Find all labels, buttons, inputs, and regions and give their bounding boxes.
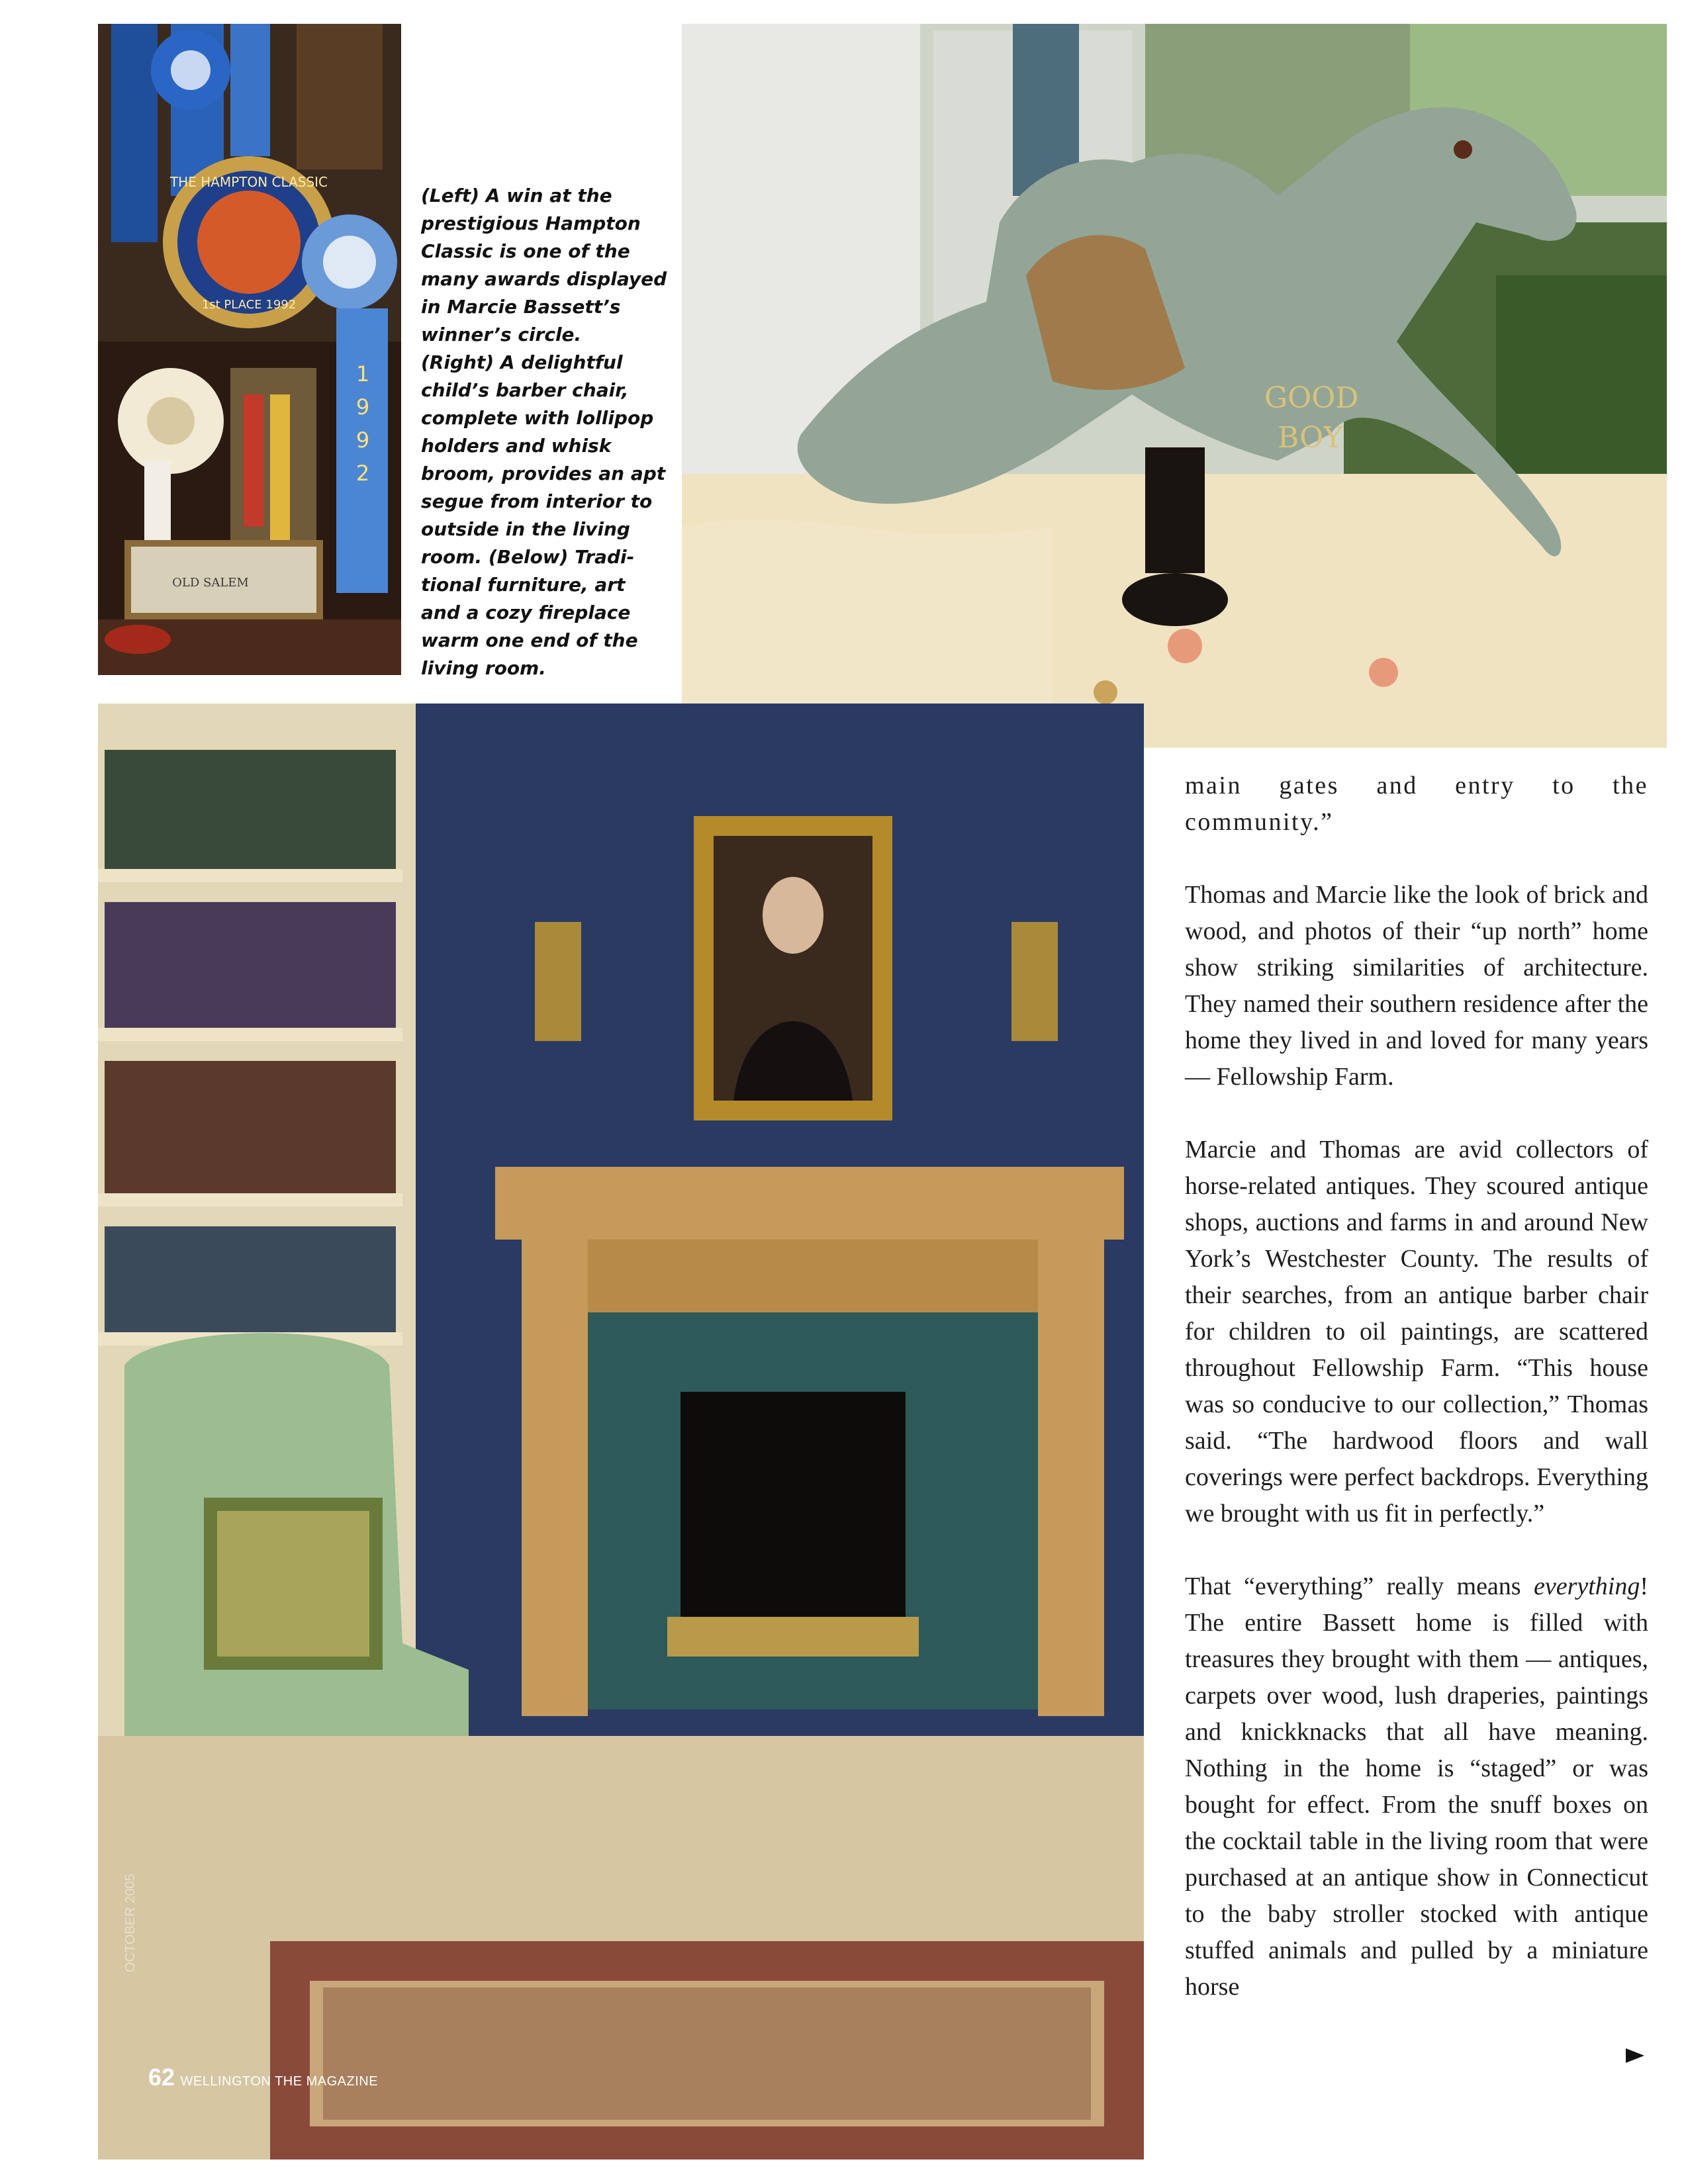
caption-line: in Marcie Bassett’s (421, 296, 621, 318)
ribbon-digit-2: 9 (355, 394, 370, 420)
plaque-text: OLD SALEM (172, 576, 249, 590)
caption-line: outside in the living (421, 518, 630, 540)
page-number: 62 (148, 2064, 175, 2091)
caption-line: holders and whisk (421, 435, 612, 457)
caption-line: Classic is one of the (421, 240, 630, 262)
article-text: ! The entire Bassett home is filled with treasures they brought with them — antiques, carpets over wood, lush draperies, paintings and knickknacks that all have meaning. Nothing in the home is “staged” or was bought for effect. From the snuff boxes on the cocktail table in the living room that were purchased at an antique show in Connecticut to the baby stroller stocked with antique stuffed animals and pulled by a miniature horse (1185, 1572, 1648, 2001)
caption-line: tional furniture, art (421, 574, 626, 596)
caption-line: room. (Below) Tradi- (421, 546, 635, 568)
article-paragraph: Marcie and Thomas are avid collectors of horse-related antiques. They scoured antique shops, auctions and farms in and around New York’s Westchester County. The results of their searches, from an antique barber chair for children to oil paintings, are scattered throughout Fellowship Farm. “This house was so conducive to our collection,” Thomas said. “The hardwood floors and wall coverings were perfect backdrops. Everything we brought with us fit in perfectly.” (1185, 1136, 1648, 1527)
article-paragraph: Thomas and Marcie like the look of brick and wood, and photos of their “up north” home show striking similarities of architecture. They named their southern residence after the home they lived in and loved for many years — Fellowship Farm. (1185, 881, 1648, 1091)
caption-line: and a cozy fireplace (421, 602, 631, 623)
ribbon-digit-3: 9 (355, 428, 370, 453)
caption-line: living room. (421, 657, 546, 679)
caption-line: prestigious Hampton (421, 212, 641, 234)
continued-arrow-icon (1626, 2048, 1644, 2063)
photo-caption (421, 182, 667, 682)
page-folio (148, 2064, 378, 2091)
ribbon-digit-4: 2 (355, 461, 370, 486)
awards-photo (98, 24, 401, 675)
seal-bottom-text: 1st PLACE 1992 (201, 298, 297, 312)
caption-line: segue from interior to (421, 490, 653, 512)
caption-line: warm one end of the (421, 629, 638, 651)
caption-line: (Right) A delightful (421, 351, 623, 373)
horse-saddle-text-2: BOY (1278, 421, 1343, 455)
caption-line: complete with lollipop (421, 407, 654, 429)
article-paragraph: main gates and entry to the community.” (1185, 772, 1648, 836)
article-text: That “everything” really means (1185, 1572, 1534, 1600)
article-body (1185, 768, 1648, 2042)
ribbon-digit-1: 1 (355, 361, 370, 387)
rocking-horse-photo (682, 24, 1667, 748)
caption-line: many awards displayed (421, 268, 667, 290)
caption-line: winner’s circle. (421, 324, 582, 345)
caption-line: (Left) A win at the (421, 185, 612, 206)
article-paragraph (1185, 1569, 1648, 2005)
article-emphasis: everything (1533, 1572, 1640, 1600)
caption-line: broom, provides an apt (421, 463, 666, 484)
issue-date: OCTOBER 2005 (123, 1874, 138, 1972)
magazine-name: WELLINGTON THE MAGAZINE (180, 2074, 379, 2089)
horse-saddle-text-1: GOOD (1264, 381, 1359, 415)
seal-top-text: THE HAMPTON CLASSIC (169, 174, 328, 190)
living-room-photo (98, 704, 1144, 2160)
caption-line: child’s barber chair, (421, 379, 629, 401)
